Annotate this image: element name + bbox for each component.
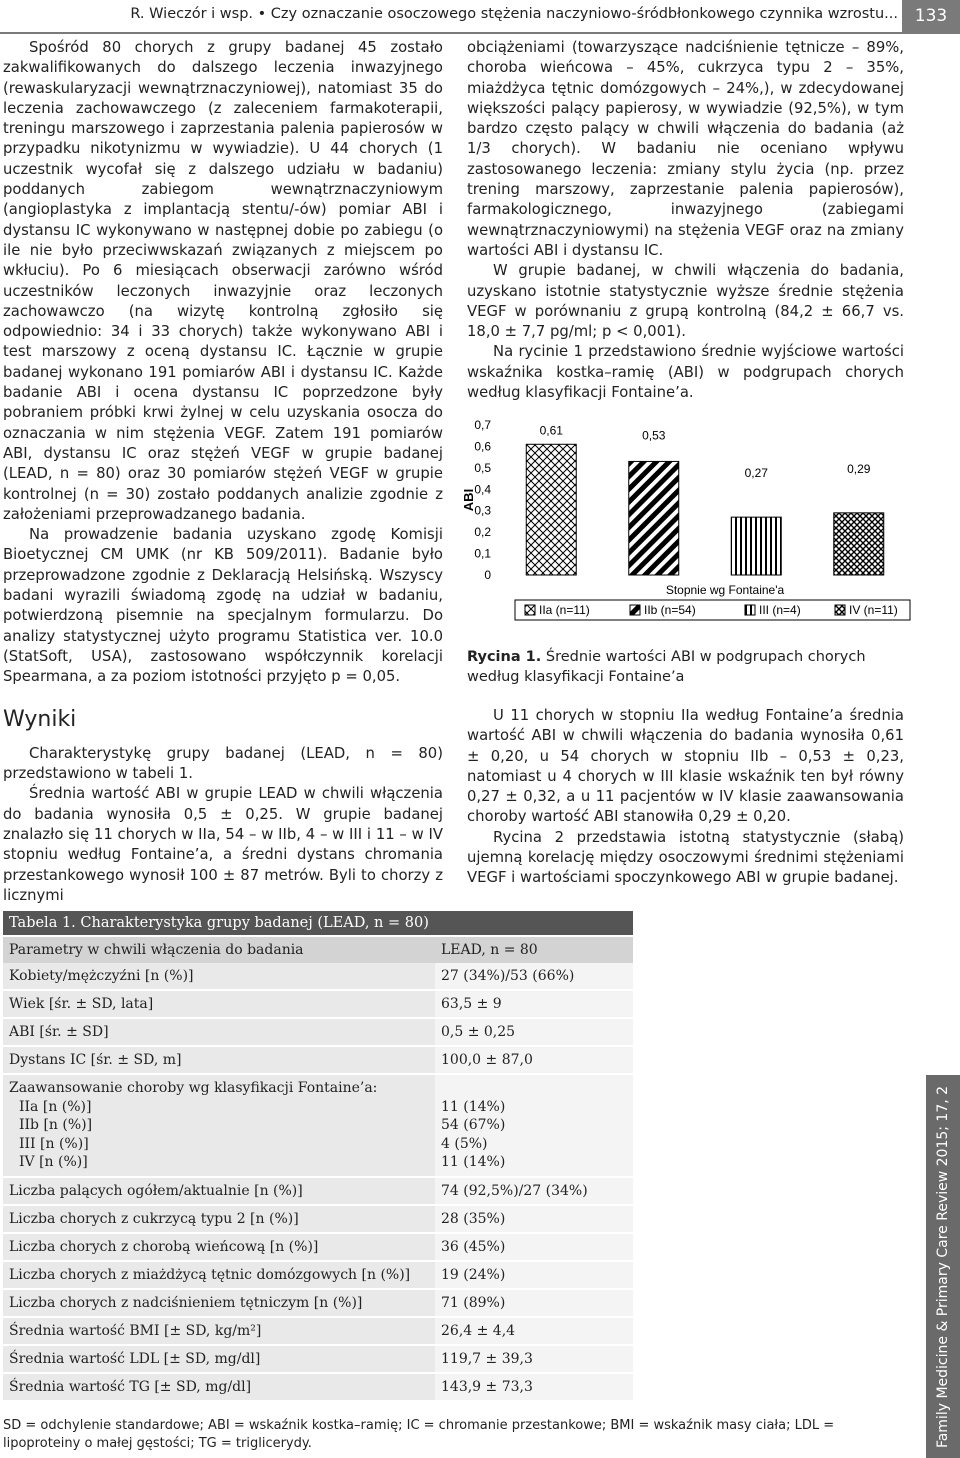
table-cell-label — [3, 1074, 435, 1177]
left-column — [3, 38, 443, 906]
table-cell-label: Średnia wartość BMI [± SD, kg/m²] — [3, 1317, 435, 1345]
bar-2 — [629, 461, 679, 575]
table-cell-value: 63,5 ± 9 — [435, 990, 633, 1018]
table-row — [3, 1205, 633, 1233]
table-cell-label: Średnia wartość LDL [± SD, mg/dl] — [3, 1345, 435, 1373]
table-cell-label: Dystans IC [śr. ± SD, m] — [3, 1046, 435, 1074]
bar-value-label: 0,27 — [744, 466, 768, 481]
paragraph-vegf: W grupie badanej, w chwili włączenia do badania, uzyskano istotnie statystycznie wyższe średnie stężenia VEGF w porównaniu z grupą kontrolną (84,2 ± 66,7 vs. 18,0 ± 7,7 pg/ml; p < 0,001). — [467, 262, 904, 341]
running-title: R. Wieczór i wsp. • Czy oznaczanie osoczowego stężenia naczyniowo-śródbłonkowego czynnika wzrostu... — [130, 6, 898, 22]
y-tick-label: 0,2 — [474, 525, 491, 540]
y-tick-label: 0,7 — [474, 418, 491, 432]
table-row-fontaine — [3, 1074, 633, 1177]
table-cell-label: Kobiety/mężczyźni [n (%)] — [3, 963, 435, 990]
table-header-param: Parametry w chwili włączenia do badania — [3, 936, 435, 963]
characteristics-table — [3, 935, 633, 1402]
figure-caption — [467, 647, 907, 687]
table-cell-value: 19 (24%) — [435, 1261, 633, 1289]
y-tick-label: 0,5 — [474, 460, 491, 475]
bar-value-label: 0,61 — [539, 423, 563, 438]
y-tick-label: 0,4 — [474, 482, 491, 497]
fontaine-stage-value: 54 (67%) — [441, 1117, 506, 1133]
paragraph-correlation: Rycina 2 przedstawia istotną statystycznie (słabą) ujemną korelację między osoczowymi średnimi stężeniami VEGF i wartościami spoczynkowego ABI w grupie badanej. — [467, 828, 904, 887]
y-tick-label: 0 — [484, 568, 491, 582]
table-row — [3, 990, 633, 1018]
table-row — [3, 1018, 633, 1046]
paragraph-comorbidities: obciążeniami (towarzyszące nadciśnienie tętnicze – 89%, choroba wieńcowa – 45%, cukrzyca typu 2 – 35%, miażdżyca tętnic domózgowych – 24%,), w zdecydowanej większości palący papierosy, w wywiadzie (92,5%), w tym bardzo często palący w chwili włączenia do badania (aż 1/3 chorych). W badaniu nie oceniano wpływu zastosowanego leczenia: zmiany stylu życia (np. przez trening marszowy, zaprzestanie palenia papierosów), farmakologicznego, inwazyjnego (zabiegami wewnątrznaczyniowymi) na stężenia VEGF oraz na zmiany wartości ABI i dystansu IC. — [467, 39, 904, 259]
bar-4 — [834, 513, 884, 575]
paragraph-subgroups: U 11 chorych w stopniu IIa według Fontaine’a średnia wartość ABI w chwili włączenia do badania wynosiła 0,61 ± 0,20, u 54 chorych w stopniu IIb – 0,53 ± 0,23, natomiast u 4 chorych w III klasie wskaźnik ten był równy 0,27 ± 0,32, a u 11 pacjentów w IV klasie zaawansowania choroby wartość ABI stanowiła 0,29 ± 0,20. — [467, 707, 904, 826]
fontaine-stage-value: 4 (5%) — [441, 1135, 488, 1152]
journal-citation: Family Medicine & Primary Care Review 2015; 17, 2 — [935, 1085, 951, 1448]
y-tick-label: 0,3 — [474, 503, 491, 518]
legend-swatch — [525, 605, 535, 615]
fontaine-stage-label: III [n (%)] — [19, 1135, 89, 1152]
table-cell-value: 119,7 ± 39,3 — [435, 1345, 633, 1373]
y-tick-label: 0,6 — [474, 439, 491, 454]
table-row — [3, 1233, 633, 1261]
table-row — [3, 1373, 633, 1401]
table-1 — [3, 911, 633, 1402]
table-header-value: LEAD, n = 80 — [435, 936, 633, 963]
legend-label: IV (n=11) — [849, 603, 898, 617]
bar-3 — [731, 517, 781, 575]
fontaine-stage-value: 11 (14%) — [441, 1154, 506, 1170]
table-row — [3, 1345, 633, 1373]
paragraph-ethics: Na prowadzenie badania uzyskano zgodę Komisji Bioetycznej CM UMK (nr KB 509/2011). Badanie było przeprowadzone zgodnie z Deklaracją Helsińską. Wszyscy badani wyrazili świadomą zgodę na udział w badaniu, potwierdzoną pisemnie na specjalnym formularzu. Do analizy statystycznej użyto programu Statistica ver. 10.0 (StatSoft, USA), zastosowano współczynnik korelacji Spearmana, a za poziom istotności przyjęto p = 0,05. — [3, 526, 443, 686]
running-header — [0, 0, 960, 34]
table-cell-value: 26,4 ± 4,4 — [435, 1317, 633, 1345]
x-axis-label: Stopnie wg Fontaine'a — [665, 583, 785, 597]
table-cell-label: Liczba chorych z nadciśnieniem tętniczym [n (%)] — [3, 1289, 435, 1317]
fontaine-stage-label: IV [n (%)] — [19, 1154, 88, 1170]
legend-swatch — [745, 605, 755, 615]
table-row — [3, 1317, 633, 1345]
fontaine-stage-label: IIb [n (%)] — [19, 1117, 93, 1133]
right-column — [467, 38, 904, 403]
table-cell-label: Liczba chorych z chorobą wieńcową [n (%)] — [3, 1233, 435, 1261]
table-row — [3, 1177, 633, 1205]
table-footnote: SD = odchylenie standardowe; ABI = wskaźnik kostka–ramię; IC = chromanie przestankowe; BMI = wskaźnik masy ciała; LDL = lipoproteiny o małej gęstości; TG = triglicerydy. — [3, 1418, 835, 1451]
bar-value-label: 0,29 — [847, 461, 871, 476]
table-cell-value: 0,5 ± 0,25 — [435, 1018, 633, 1046]
table-row — [3, 1261, 633, 1289]
fontaine-heading: Zaawansowanie choroby wg klasyfikacji Fontaine’a: — [9, 1080, 378, 1096]
legend-swatch — [835, 605, 845, 615]
table-cell-label: Wiek [śr. ± SD, lata] — [3, 990, 435, 1018]
figure-caption-text: Średnie wartości ABI w podgrupach chorych według klasyfikacji Fontaine’a — [467, 649, 866, 685]
figure-label: Rycina 1. — [467, 649, 542, 665]
right-column-lower — [467, 706, 904, 889]
bar-1 — [526, 444, 576, 575]
table-row — [3, 963, 633, 990]
paragraph-figure-ref: Na rycinie 1 przedstawiono średnie wyjściowe wartości wskaźnika kostka–ramię (ABI) w podgrupach chorych według klasyfikacji Fontaine’a. — [467, 343, 904, 402]
table-row — [3, 1289, 633, 1317]
table-cell-value: 36 (45%) — [435, 1233, 633, 1261]
table-cell-label: Liczba chorych z cukrzycą typu 2 [n (%)] — [3, 1205, 435, 1233]
chart-svg — [455, 405, 915, 645]
legend-label: III (n=4) — [759, 603, 801, 617]
fontaine-stage-label: IIa [n (%)] — [19, 1098, 92, 1115]
table-header-row — [3, 936, 633, 963]
y-axis-label: ABI — [461, 488, 476, 512]
journal-side-band — [926, 1075, 960, 1458]
table-title: Tabela 1. Charakterystyka grupy badanej (LEAD, n = 80) — [3, 911, 633, 935]
table-row — [3, 1046, 633, 1074]
bar-value-label: 0,53 — [642, 428, 666, 443]
legend-swatch — [630, 605, 640, 615]
section-heading-results: Wyniki — [3, 706, 77, 732]
y-tick-label: 0,1 — [474, 546, 491, 561]
legend-label: IIa (n=11) — [539, 603, 590, 617]
paragraph-results-intro: Charakterystykę grupy badanej (LEAD, n = 80) przedstawiono w tabeli 1. — [3, 744, 443, 783]
table-cell-value: 27 (34%)/53 (66%) — [435, 963, 633, 990]
header-rule — [0, 32, 960, 34]
paragraph-methods: Spośród 80 chorych z grupy badanej 45 zostało zakwalifikowanych do dalszego leczenia inwazyjnego (rewaskularyzacji wewnątrznaczyniowej), natomiast 35 do leczenia zachowawczego (z zaleceniem farmakoterapii, treningu marszowego i zaprzestania palenia papierosów w przypadku nikotynizmu w wywiadzie). U 44 chorych (1 uczestnik wycofał się z dalszego udziału w badaniu) poddanych zabiegom wewnątrznaczyniowym (angioplastyka z implantacją stentu/-ów) pomiar ABI i dystansu IC wykonywano w następnej dobie po zabiegu (o ile nie było przeciwwskazań związanych z miejscem po wkłuciu). Po 6 miesiącach obserwacji zarówno wśród uczestników leczonych inwazyjnie oraz leczonych zachowawczo (na wizytę kontrolną zgłosiło się odpowiednio: 34 i 33 chorych) także wykonywano ABI i test marszowy z oceną dystansu IC. Łącznie w grupie badanej wykonano 191 pomiarów ABI i dystansu IC. Każde badanie ABI i ocena dystansu IC poprzedzone były pobraniem próbki krwi żylnej w celu uzyskania osocza do oznaczania w nim stężenia VEGF. Zatem 191 pomiarów ABI, dystansu IC oraz stężeń VEGF w grupie badanej (LEAD, n = 80) oraz 30 pomiarów stężeń VEGF w grupie kontrolnej (n = 30) zostało poddanych analizie zgodnie z założeniami przeprowadzanego badania. — [3, 39, 443, 523]
page-number: 133 — [902, 0, 960, 32]
table-cell-value: 28 (35%) — [435, 1205, 633, 1233]
table-cell-value: 100,0 ± 87,0 — [435, 1046, 633, 1074]
table-cell-value: 74 (92,5%)/27 (34%) — [435, 1177, 633, 1205]
table-cell-label: Liczba palących ogółem/aktualnie [n (%)] — [3, 1177, 435, 1205]
table-cell-label: ABI [śr. ± SD] — [3, 1018, 435, 1046]
paragraph-results-abi: Średnia wartość ABI w grupie LEAD w chwili włączenia do badania wynosiła 0,5 ± 0,25. W grupie badanej znalazło się 11 chorych w IIa, 54 – w IIb, 4 – w III i 11 – w IV stopniu według Fontaine’a, a średni dystans chromania przestankowego wynosił 100 ± 87 metrów. Byli to chorzy z licznymi — [3, 785, 443, 904]
table-cell-label: Średnia wartość TG [± SD, mg/dl] — [3, 1373, 435, 1401]
legend-label: IIb (n=54) — [644, 603, 696, 617]
fontaine-stage-value: 11 (14%) — [441, 1098, 506, 1115]
table-cell-value: 71 (89%) — [435, 1289, 633, 1317]
table-cell-value — [435, 1074, 633, 1177]
table-cell-value: 143,9 ± 73,3 — [435, 1373, 633, 1401]
abi-bar-chart — [455, 405, 915, 645]
table-cell-label: Liczba chorych z miażdżycą tętnic domózgowych [n (%)] — [3, 1261, 435, 1289]
spacer — [441, 1079, 627, 1098]
